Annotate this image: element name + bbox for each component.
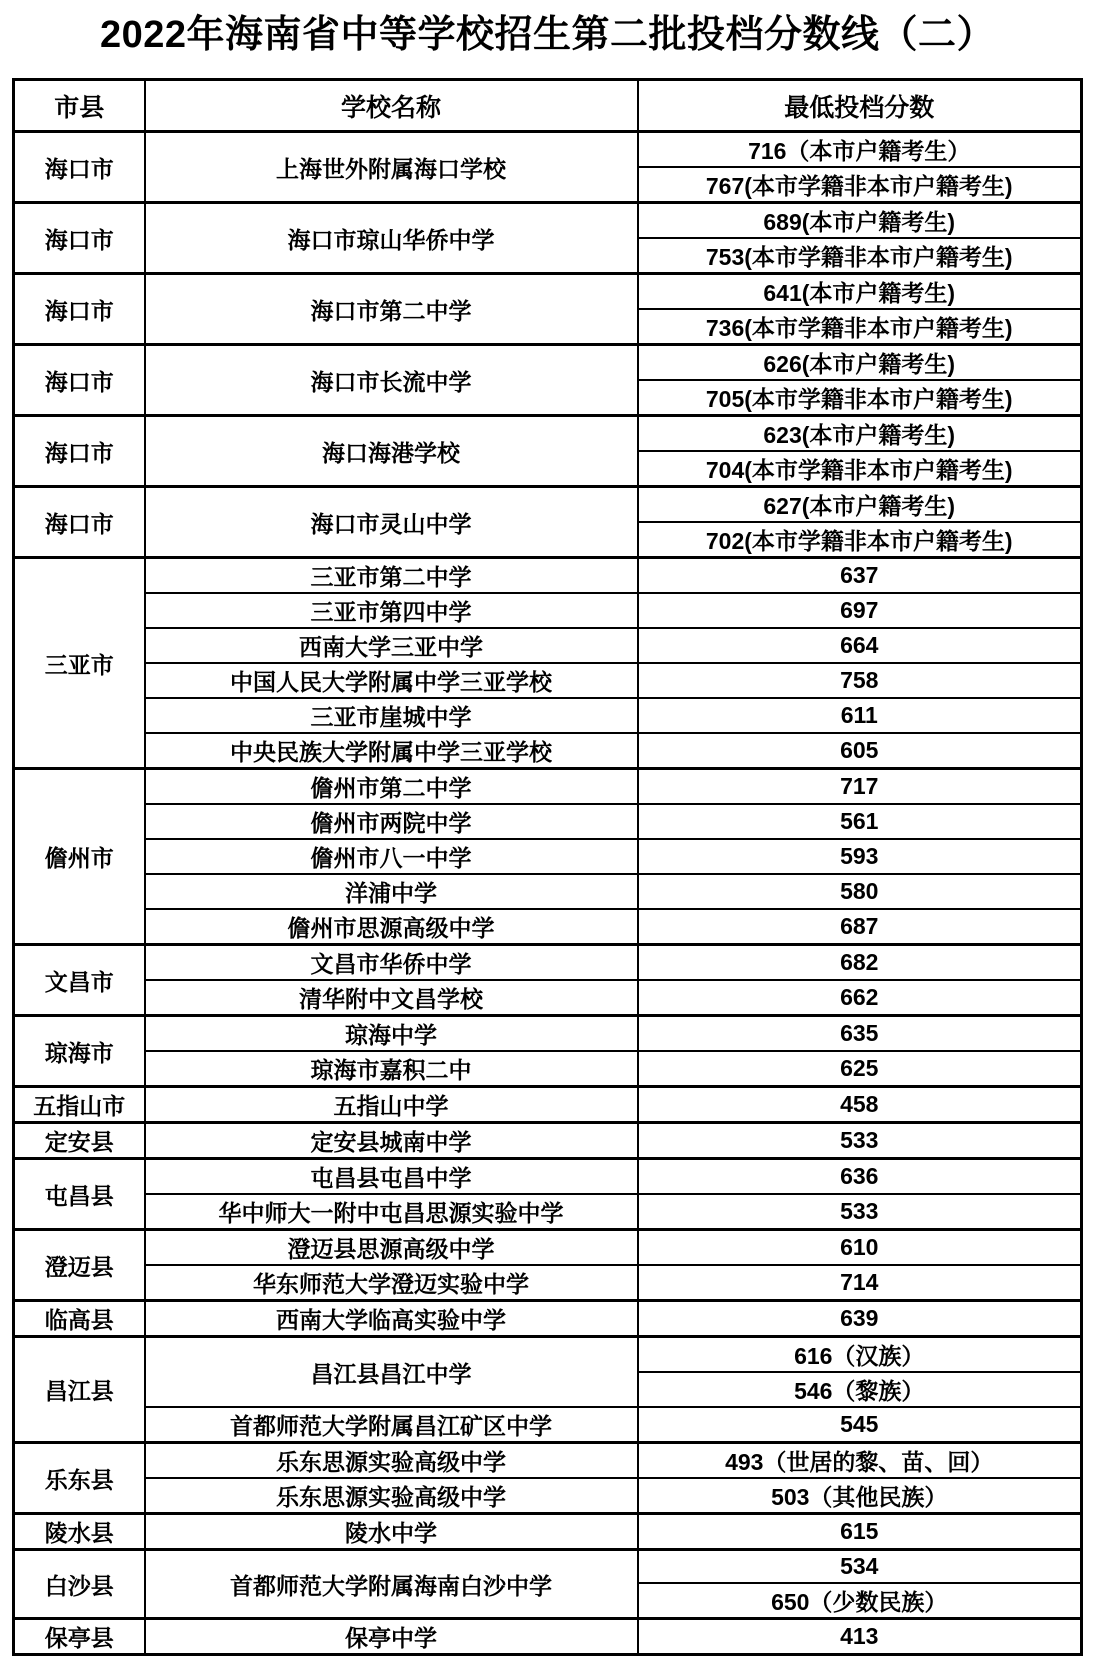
school-cell: 中国人民大学附属中学三亚学校 bbox=[145, 663, 638, 698]
school-cell: 海口市琼山华侨中学 bbox=[145, 203, 638, 274]
county-cell: 昌江县 bbox=[14, 1337, 145, 1443]
county-cell: 临高县 bbox=[14, 1301, 145, 1337]
score-cell: 625 bbox=[638, 1051, 1082, 1087]
score-cell: 534 bbox=[638, 1550, 1082, 1584]
score-cell: 758 bbox=[638, 663, 1082, 698]
score-cell: 533 bbox=[638, 1123, 1082, 1159]
header-row bbox=[14, 80, 1082, 132]
score-cell: 637 bbox=[638, 558, 1082, 594]
score-cell: 610 bbox=[638, 1230, 1082, 1266]
school-cell: 洋浦中学 bbox=[145, 874, 638, 909]
table-row bbox=[14, 274, 1082, 310]
county-cell: 保亭县 bbox=[14, 1619, 145, 1655]
table-row bbox=[14, 1443, 1082, 1479]
school-cell: 儋州市八一中学 bbox=[145, 839, 638, 874]
table-row bbox=[14, 1514, 1082, 1550]
score-cell: 697 bbox=[638, 593, 1082, 628]
county-cell: 澄迈县 bbox=[14, 1230, 145, 1301]
school-cell: 定安县城南中学 bbox=[145, 1123, 638, 1159]
table-row bbox=[14, 1230, 1082, 1266]
county-cell: 文昌市 bbox=[14, 945, 145, 1016]
score-cell: 664 bbox=[638, 628, 1082, 663]
score-cell: 714 bbox=[638, 1265, 1082, 1301]
school-cell: 屯昌县屯昌中学 bbox=[145, 1159, 638, 1195]
school-cell: 保亭中学 bbox=[145, 1619, 638, 1655]
county-cell: 定安县 bbox=[14, 1123, 145, 1159]
score-cell: 561 bbox=[638, 804, 1082, 839]
table-row bbox=[14, 874, 1082, 909]
school-cell: 西南大学三亚中学 bbox=[145, 628, 638, 663]
score-cell: 687 bbox=[638, 909, 1082, 945]
table-row bbox=[14, 345, 1082, 381]
table-row bbox=[14, 1159, 1082, 1195]
table-row bbox=[14, 698, 1082, 733]
school-cell: 华中师大一附中屯昌思源实验中学 bbox=[145, 1194, 638, 1230]
col-header-school: 学校名称 bbox=[145, 80, 638, 132]
school-cell: 儋州市第二中学 bbox=[145, 769, 638, 805]
score-cell: 545 bbox=[638, 1407, 1082, 1443]
table-row bbox=[14, 1301, 1082, 1337]
table-row bbox=[14, 733, 1082, 769]
school-cell: 西南大学临高实验中学 bbox=[145, 1301, 638, 1337]
score-cell: 636 bbox=[638, 1159, 1082, 1195]
school-cell: 三亚市第二中学 bbox=[145, 558, 638, 594]
score-cell: 705(本市学籍非本市户籍考生) bbox=[638, 380, 1082, 416]
table-row bbox=[14, 663, 1082, 698]
school-cell: 文昌市华侨中学 bbox=[145, 945, 638, 981]
score-cell: 753(本市学籍非本市户籍考生) bbox=[638, 238, 1082, 274]
school-cell: 儋州市两院中学 bbox=[145, 804, 638, 839]
county-cell: 海口市 bbox=[14, 345, 145, 416]
school-cell: 儋州市思源高级中学 bbox=[145, 909, 638, 945]
score-cell: 736(本市学籍非本市户籍考生) bbox=[638, 309, 1082, 345]
score-cell: 767(本市学籍非本市户籍考生) bbox=[638, 167, 1082, 203]
score-cell: 533 bbox=[638, 1194, 1082, 1230]
table-row bbox=[14, 593, 1082, 628]
school-cell: 海口海港学校 bbox=[145, 416, 638, 487]
school-cell: 中央民族大学附属中学三亚学校 bbox=[145, 733, 638, 769]
school-cell: 乐东思源实验高级中学 bbox=[145, 1478, 638, 1514]
score-cell: 615 bbox=[638, 1514, 1082, 1550]
school-cell: 琼海市嘉积二中 bbox=[145, 1051, 638, 1087]
score-cell: 641(本市户籍考生) bbox=[638, 274, 1082, 310]
score-cell: 716（本市户籍考生） bbox=[638, 132, 1082, 168]
table-body bbox=[14, 132, 1082, 1655]
score-cell: 493（世居的黎、苗、回） bbox=[638, 1443, 1082, 1479]
scores-table bbox=[12, 78, 1083, 1656]
score-cell: 689(本市户籍考生) bbox=[638, 203, 1082, 239]
county-cell: 五指山市 bbox=[14, 1087, 145, 1123]
county-cell: 儋州市 bbox=[14, 769, 145, 945]
table-row bbox=[14, 1087, 1082, 1123]
table-row bbox=[14, 945, 1082, 981]
school-cell: 乐东思源实验高级中学 bbox=[145, 1443, 638, 1479]
county-cell: 三亚市 bbox=[14, 558, 145, 769]
table-row bbox=[14, 558, 1082, 594]
table-row bbox=[14, 1051, 1082, 1087]
score-cell: 717 bbox=[638, 769, 1082, 805]
county-cell: 琼海市 bbox=[14, 1016, 145, 1087]
score-cell: 650（少数民族） bbox=[638, 1583, 1082, 1619]
county-cell: 乐东县 bbox=[14, 1443, 145, 1514]
score-cell: 458 bbox=[638, 1087, 1082, 1123]
county-cell: 白沙县 bbox=[14, 1550, 145, 1619]
table-row bbox=[14, 132, 1082, 168]
score-cell: 623(本市户籍考生) bbox=[638, 416, 1082, 452]
county-cell: 海口市 bbox=[14, 416, 145, 487]
table-row bbox=[14, 839, 1082, 874]
county-cell: 海口市 bbox=[14, 274, 145, 345]
table-header bbox=[14, 80, 1082, 132]
school-cell: 海口市灵山中学 bbox=[145, 487, 638, 558]
table-row bbox=[14, 1478, 1082, 1514]
school-cell: 三亚市第四中学 bbox=[145, 593, 638, 628]
table-row bbox=[14, 1337, 1082, 1373]
school-cell: 澄迈县思源高级中学 bbox=[145, 1230, 638, 1266]
school-cell: 三亚市崖城中学 bbox=[145, 698, 638, 733]
county-cell: 陵水县 bbox=[14, 1514, 145, 1550]
school-cell: 海口市第二中学 bbox=[145, 274, 638, 345]
school-cell: 华东师范大学澄迈实验中学 bbox=[145, 1265, 638, 1301]
table-row bbox=[14, 487, 1082, 523]
score-cell: 639 bbox=[638, 1301, 1082, 1337]
score-cell: 503（其他民族） bbox=[638, 1478, 1082, 1514]
score-cell: 616（汉族） bbox=[638, 1337, 1082, 1373]
table-row bbox=[14, 628, 1082, 663]
school-cell: 五指山中学 bbox=[145, 1087, 638, 1123]
score-cell: 682 bbox=[638, 945, 1082, 981]
county-cell: 海口市 bbox=[14, 132, 145, 203]
score-cell: 627(本市户籍考生) bbox=[638, 487, 1082, 523]
table-row bbox=[14, 1123, 1082, 1159]
table-row bbox=[14, 804, 1082, 839]
score-cell: 662 bbox=[638, 980, 1082, 1016]
school-cell: 陵水中学 bbox=[145, 1514, 638, 1550]
school-cell: 昌江县昌江中学 bbox=[145, 1337, 638, 1408]
table-row bbox=[14, 1550, 1082, 1584]
table-row bbox=[14, 416, 1082, 452]
school-cell: 首都师范大学附属海南白沙中学 bbox=[145, 1550, 638, 1619]
school-cell: 首都师范大学附属昌江矿区中学 bbox=[145, 1407, 638, 1443]
score-cell: 611 bbox=[638, 698, 1082, 733]
school-cell: 琼海中学 bbox=[145, 1016, 638, 1052]
table-row bbox=[14, 909, 1082, 945]
county-cell: 屯昌县 bbox=[14, 1159, 145, 1230]
table-row bbox=[14, 980, 1082, 1016]
score-cell: 702(本市学籍非本市户籍考生) bbox=[638, 522, 1082, 558]
county-cell: 海口市 bbox=[14, 487, 145, 558]
table-row bbox=[14, 1407, 1082, 1443]
table-row bbox=[14, 1265, 1082, 1301]
score-cell: 580 bbox=[638, 874, 1082, 909]
score-cell: 605 bbox=[638, 733, 1082, 769]
score-cell: 704(本市学籍非本市户籍考生) bbox=[638, 451, 1082, 487]
table-row bbox=[14, 1194, 1082, 1230]
school-cell: 上海世外附属海口学校 bbox=[145, 132, 638, 203]
score-cell: 413 bbox=[638, 1619, 1082, 1655]
table-row bbox=[14, 1016, 1082, 1052]
score-cell: 546（黎族） bbox=[638, 1372, 1082, 1407]
score-cell: 593 bbox=[638, 839, 1082, 874]
score-cell: 626(本市户籍考生) bbox=[638, 345, 1082, 381]
col-header-county: 市县 bbox=[14, 80, 145, 132]
school-cell: 海口市长流中学 bbox=[145, 345, 638, 416]
school-cell: 清华附中文昌学校 bbox=[145, 980, 638, 1016]
county-cell: 海口市 bbox=[14, 203, 145, 274]
table-row bbox=[14, 1619, 1082, 1655]
score-cell: 635 bbox=[638, 1016, 1082, 1052]
table-row bbox=[14, 203, 1082, 239]
col-header-score: 最低投档分数 bbox=[638, 80, 1082, 132]
table-row bbox=[14, 769, 1082, 805]
page-title: 2022年海南省中等学校招生第二批投档分数线（二） bbox=[99, 14, 996, 56]
